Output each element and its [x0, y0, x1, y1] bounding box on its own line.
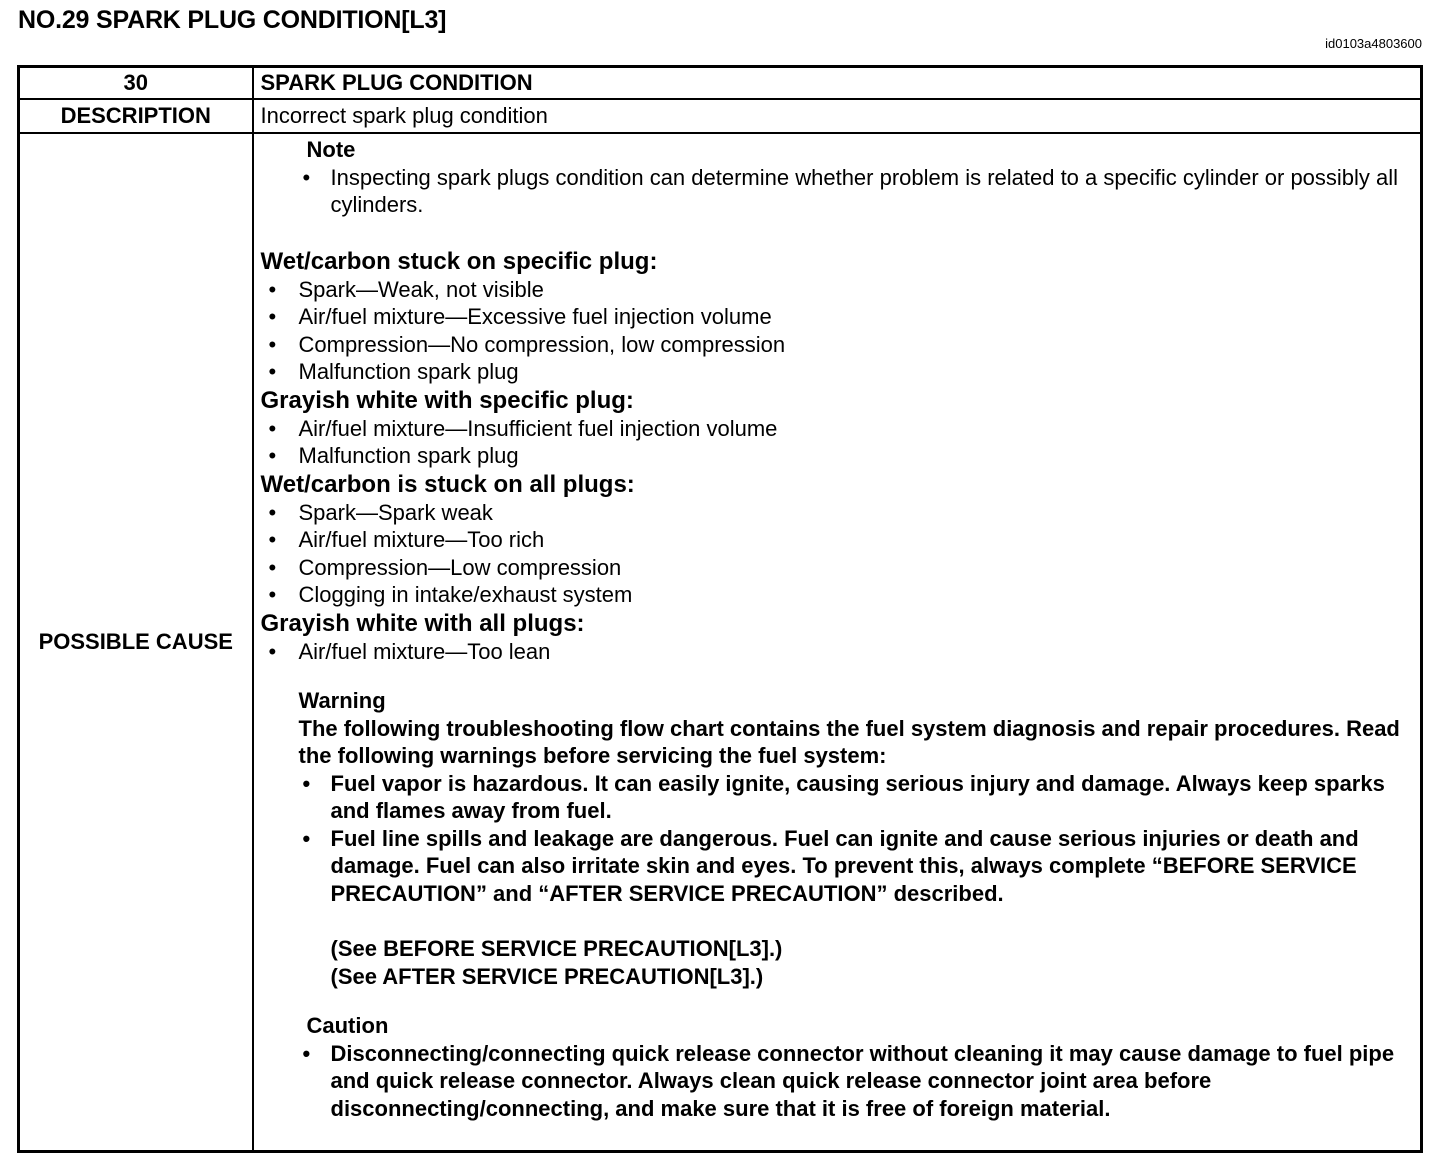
list-item: • Air/fuel mixture—Too lean — [261, 638, 1413, 666]
item-number: 30 — [19, 67, 253, 100]
reference-after-service: (See AFTER SERVICE PRECAUTION[L3].) — [330, 963, 764, 989]
group-list-wet-carbon-all — [261, 499, 1413, 609]
description-value: Incorrect spark plug condition — [253, 99, 1422, 133]
list-item: • Disconnecting/connecting quick release connector without cleaning it may cause damage to fuel pipe and quick release connector. Always clean quick release connector joint area before disconnecting/connecting, and make sure that it is free of foreign material. — [299, 1040, 1413, 1123]
list-item: • Air/fuel mixture—Insufficient fuel injection volume — [261, 415, 1413, 443]
list-item: • Compression—No compression, low compression — [261, 331, 1413, 359]
caution-list — [299, 1040, 1413, 1123]
spark-plug-condition-table — [17, 65, 1423, 1153]
possible-cause-row — [19, 133, 1422, 1152]
caution-title: Caution — [306, 1013, 389, 1038]
list-item: • Clogging in intake/exhaust system — [261, 581, 1413, 609]
group-heading-grayish-specific: Grayish white with specific plug: — [260, 386, 634, 414]
group-list-grayish-all — [261, 638, 1413, 666]
group-heading-wet-carbon-all: Wet/carbon is stuck on all plugs: — [260, 470, 635, 498]
list-item: • Malfunction spark plug — [261, 358, 1413, 386]
list-item: • Spark—Weak, not visible — [261, 276, 1413, 304]
list-item: • Fuel vapor is hazardous. It can easily ignite, causing serious injury and damage. Always keep sparks and flames away from fuel. — [299, 770, 1413, 825]
group-heading-grayish-all: Grayish white with all plugs: — [260, 609, 585, 637]
note-title: Note — [306, 137, 356, 162]
reference-before-service: (See BEFORE SERVICE PRECAUTION[L3].) — [330, 936, 783, 961]
list-item: • Spark—Spark weak — [261, 499, 1413, 527]
note-list — [299, 164, 1413, 219]
table-header-row — [19, 67, 1422, 100]
group-heading-wet-carbon-specific: Wet/carbon stuck on specific plug: — [260, 247, 658, 275]
page-title: NO.29 SPARK PLUG CONDITION[L3] — [18, 6, 447, 34]
warning-title: Warning — [298, 688, 386, 713]
list-item: • Air/fuel mixture—Excessive fuel injection volume — [261, 303, 1413, 331]
warning-block — [299, 687, 1413, 990]
description-row — [19, 99, 1422, 133]
list-item: • Compression—Low compression — [261, 554, 1413, 582]
possible-cause-content — [253, 133, 1422, 1152]
list-item: • Inspecting spark plugs condition can determine whether problem is related to a specific cylinder or possibly all cylinders. — [299, 164, 1413, 219]
warning-intro: The following troubleshooting flow chart contains the fuel system diagnosis and repair procedures. Read the following warnings before servicing the fuel system: — [298, 715, 1400, 768]
warning-list — [299, 770, 1413, 908]
document-id: id0103a4803600 — [1325, 36, 1422, 51]
list-item: • Malfunction spark plug — [261, 442, 1413, 470]
warning-references — [331, 935, 1413, 990]
list-item: • Fuel line spills and leakage are dangerous. Fuel can ignite and cause serious injuries or death and damage. Fuel can also irritate skin and eyes. To prevent this, always complete “BEFORE SERVICE PRECAUTION” and “AFTER SERVICE PRECAUTION” described. — [299, 825, 1413, 908]
list-item: • Air/fuel mixture—Too rich — [261, 526, 1413, 554]
description-label: DESCRIPTION — [19, 99, 253, 133]
possible-cause-label: POSSIBLE CAUSE — [19, 133, 253, 1152]
item-title: SPARK PLUG CONDITION — [253, 67, 1422, 100]
group-list-grayish-specific — [261, 415, 1413, 470]
group-list-wet-carbon-specific — [261, 276, 1413, 386]
